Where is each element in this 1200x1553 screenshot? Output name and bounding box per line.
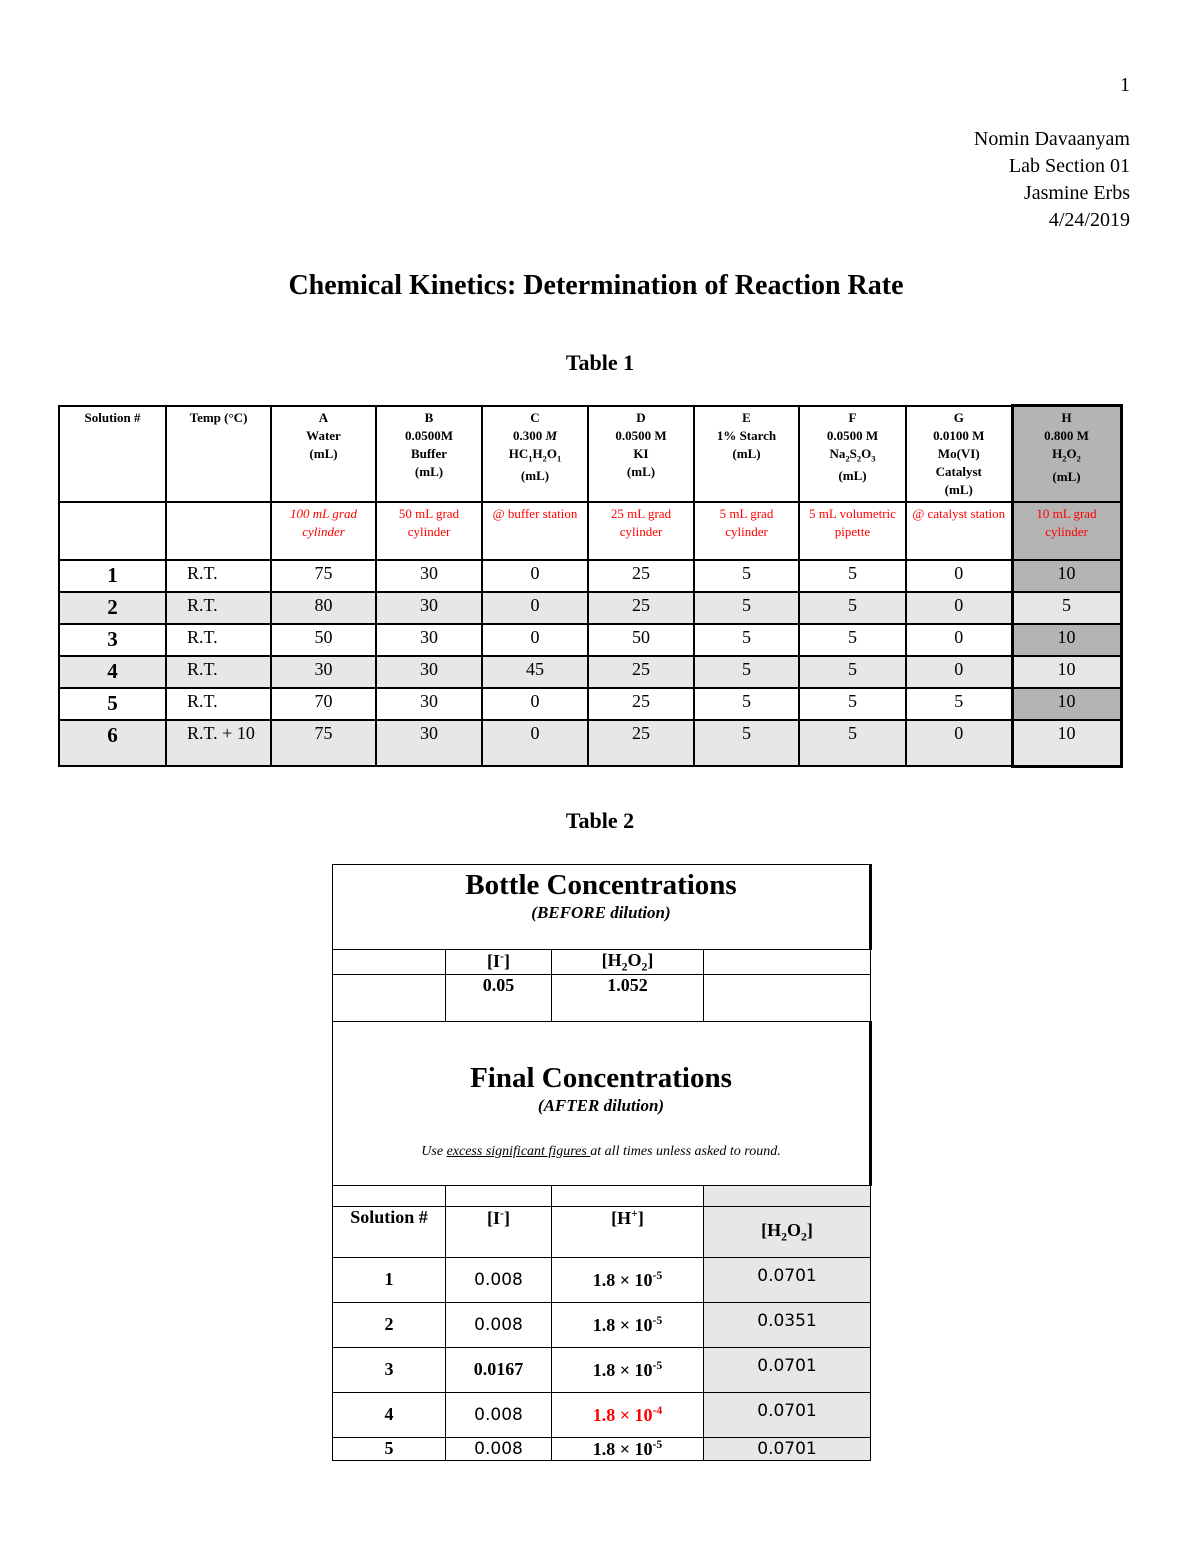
volume-cell: 5 [799, 688, 906, 720]
page-number: 1 [1120, 74, 1130, 96]
volume-cell: 10 [1012, 656, 1121, 688]
peroxide-value: 0.0701 [704, 1257, 871, 1302]
bottle-header-row [333, 950, 871, 975]
hydrogen-ion-value: $1.8 \times 10^{-5}$ [552, 1257, 704, 1302]
volume-cell: 5 [694, 656, 799, 688]
lab-section: Lab Section 01 [1008, 155, 1130, 177]
reagent-volume-table [58, 404, 1123, 768]
iodide-bottle-value: 0.05 [446, 974, 552, 1021]
iodide-value: 0.008 [446, 1437, 552, 1460]
table-row [59, 624, 1121, 656]
col-h-header: H 0.800 M $H_2O_2$ (mL) [1012, 406, 1121, 502]
volume-cell: 0 [906, 624, 1012, 656]
equipment-cell: 25 mL grad cylinder [588, 502, 694, 560]
author-name: Nomin Davaanyam [973, 128, 1130, 150]
volume-cell: 5 [694, 688, 799, 720]
volume-cell: 5 [799, 592, 906, 624]
empty-cell [446, 1185, 552, 1206]
final-title-row [333, 1021, 871, 1185]
col-c-header: C 0.300 M $HC_1H_2O_1$ (mL) [482, 406, 588, 502]
volume-cell: 25 [588, 720, 694, 767]
iodide-value: 0.0167 [446, 1347, 552, 1392]
peroxide-value: 0.0701 [704, 1347, 871, 1392]
volume-cell: 30 [376, 688, 482, 720]
volume-cell: 10 [1012, 560, 1121, 592]
bottle-title-cell: Bottle Concentrations (BEFORE dilution) [333, 865, 871, 950]
volume-cell: 80 [271, 592, 376, 624]
hydrogen-ion-value: $1.8 \times 10^{-5}$ [552, 1302, 704, 1347]
final-title-cell: Final Concentrations (AFTER dilution) Use excess significant figures at all times unless asked to round. [333, 1021, 871, 1185]
iodide-header: [I-] [446, 950, 552, 975]
equipment-cell: @ buffer station [482, 502, 588, 560]
peroxide-value: 0.0701 [704, 1437, 871, 1460]
empty-cell [333, 974, 446, 1021]
volume-cell: 5 [694, 624, 799, 656]
report-date: 4/24/2019 [1048, 209, 1130, 231]
col-temp-header: Temp (°C) [166, 406, 271, 502]
solution-header: Solution # [333, 1206, 446, 1257]
volume-cell: 70 [271, 688, 376, 720]
concentration-table [332, 864, 872, 1461]
volume-cell: 10 [1012, 688, 1121, 720]
volume-cell: 0 [906, 720, 1012, 767]
solution-number: 1 [333, 1257, 446, 1302]
equipment-cell [166, 502, 271, 560]
empty-cell [704, 974, 871, 1021]
equipment-cell: 100 mL grad cylinder [271, 502, 376, 560]
col-solution-header: Solution # [59, 406, 166, 502]
volume-cell: 75 [271, 720, 376, 767]
volume-cell: 25 [588, 656, 694, 688]
volume-cell: 5 [694, 560, 799, 592]
volume-cell: 25 [588, 560, 694, 592]
temp-cell: R.T. + 10 [166, 720, 271, 767]
final-header-row [333, 1206, 871, 1257]
peroxide-value: 0.0701 [704, 1392, 871, 1437]
volume-cell: 50 [271, 624, 376, 656]
table-row [59, 560, 1121, 592]
temp-cell: R.T. [166, 624, 271, 656]
table1-title: Table 1 [565, 350, 635, 375]
table-row [59, 656, 1121, 688]
volume-cell: 5 [799, 720, 906, 767]
solution-number: 6 [59, 720, 166, 767]
volume-cell: 50 [588, 624, 694, 656]
equipment-cell: 5 mL volumetric pipette [799, 502, 906, 560]
empty-cell [552, 1185, 704, 1206]
empty-cell [333, 1185, 446, 1206]
partner-name: Jasmine Erbs [1023, 182, 1130, 204]
volume-cell: 30 [376, 592, 482, 624]
empty-cell [704, 950, 871, 975]
volume-cell: 5 [694, 592, 799, 624]
bottle-title-row [333, 865, 871, 950]
solution-number: 3 [59, 624, 166, 656]
volume-cell: 0 [482, 720, 588, 767]
hydrogen-ion-value: $1.8 \times 10^{-4}$ [552, 1392, 704, 1437]
peroxide-header: $[H_2O_2]$ [704, 1206, 871, 1257]
table2-title: Table 2 [565, 808, 635, 833]
volume-cell: 30 [271, 656, 376, 688]
volume-cell: 10 [1012, 624, 1121, 656]
solution-number: 3 [333, 1347, 446, 1392]
table-row [333, 1347, 871, 1392]
volume-cell: 75 [271, 560, 376, 592]
volume-cell: 30 [376, 560, 482, 592]
table1-header-row [59, 406, 1121, 502]
hydrogen-ion-header: [H+] [552, 1206, 704, 1257]
volume-cell: 5 [1012, 592, 1121, 624]
volume-cell: 0 [906, 592, 1012, 624]
col-b-header: B 0.0500M Buffer (mL) [376, 406, 482, 502]
volume-cell: 25 [588, 688, 694, 720]
peroxide-header: $[H_2O_2]$ [552, 950, 704, 975]
spacer-row [333, 1185, 871, 1206]
col-d-header: D 0.0500 M KI (mL) [588, 406, 694, 502]
volume-cell: 30 [376, 656, 482, 688]
peroxide-bottle-value: 1.052 [552, 974, 704, 1021]
iodide-value: 0.008 [446, 1257, 552, 1302]
table-row [59, 592, 1121, 624]
col-g-header: G 0.0100 M Mo(VI) Catalyst (mL) [906, 406, 1012, 502]
sig-fig-note: Use excess significant figures at all times unless asked to round. [421, 1143, 781, 1159]
temp-cell: R.T. [166, 592, 271, 624]
volume-cell: 30 [376, 720, 482, 767]
table-row [333, 1257, 871, 1302]
volume-cell: 0 [482, 560, 588, 592]
header-block [974, 126, 1130, 234]
volume-cell: 0 [482, 592, 588, 624]
thiosulfate-formula: $Na_2S_2O_3$ [829, 445, 876, 464]
equipment-cell: 5 mL grad cylinder [694, 502, 799, 560]
solution-number: 2 [333, 1302, 446, 1347]
volume-cell: 30 [376, 624, 482, 656]
peroxide-formula: $H_2O_2$ [1052, 446, 1081, 464]
citric-acid-formula: $HC_1H_2O_1$ [508, 445, 562, 464]
hydrogen-ion-value: $1.8 \times 10^{-5}$ [552, 1437, 704, 1460]
table-row [59, 720, 1121, 767]
solution-number: 1 [59, 560, 166, 592]
solution-number: 4 [333, 1392, 446, 1437]
hydrogen-ion-value: $1.8 \times 10^{-5}$ [552, 1347, 704, 1392]
equipment-row [59, 502, 1121, 560]
bottle-values-row [333, 974, 871, 1021]
solution-number: 5 [59, 688, 166, 720]
temp-cell: R.T. [166, 560, 271, 592]
volume-cell: 45 [482, 656, 588, 688]
iodide-value: 0.008 [446, 1302, 552, 1347]
iodide-header: [I-] [446, 1206, 552, 1257]
temp-cell: R.T. [166, 688, 271, 720]
volume-cell: 5 [799, 560, 906, 592]
volume-cell: 0 [906, 560, 1012, 592]
solution-number: 2 [59, 592, 166, 624]
temp-cell: R.T. [166, 656, 271, 688]
table-row [333, 1392, 871, 1437]
volume-cell: 5 [799, 624, 906, 656]
equipment-cell: 50 mL grad cylinder [376, 502, 482, 560]
equipment-cell: @ catalyst station [906, 502, 1012, 560]
table-row [59, 688, 1121, 720]
volume-cell: 5 [799, 656, 906, 688]
table-row [333, 1302, 871, 1347]
solution-number: 5 [333, 1437, 446, 1460]
col-e-header: E 1% Starch (mL) [694, 406, 799, 502]
col-a-header: A Water (mL) [271, 406, 376, 502]
volume-cell: 0 [906, 656, 1012, 688]
volume-cell: 10 [1012, 720, 1121, 767]
equipment-cell [59, 502, 166, 560]
table-row [333, 1437, 871, 1460]
peroxide-value: 0.0351 [704, 1302, 871, 1347]
equipment-cell: 10 mL grad cylinder [1012, 502, 1121, 560]
volume-cell: 0 [482, 688, 588, 720]
volume-cell: 0 [482, 624, 588, 656]
document-title: Chemical Kinetics: Determination of Reaction Rate [288, 270, 904, 301]
volume-cell: 5 [906, 688, 1012, 720]
empty-cell [333, 950, 446, 975]
iodide-value: 0.008 [446, 1392, 552, 1437]
col-f-header: F 0.0500 M $Na_2S_2O_3$ (mL) [799, 406, 906, 502]
volume-cell: 25 [588, 592, 694, 624]
solution-number: 4 [59, 656, 166, 688]
volume-cell: 5 [694, 720, 799, 767]
empty-cell [704, 1185, 871, 1206]
